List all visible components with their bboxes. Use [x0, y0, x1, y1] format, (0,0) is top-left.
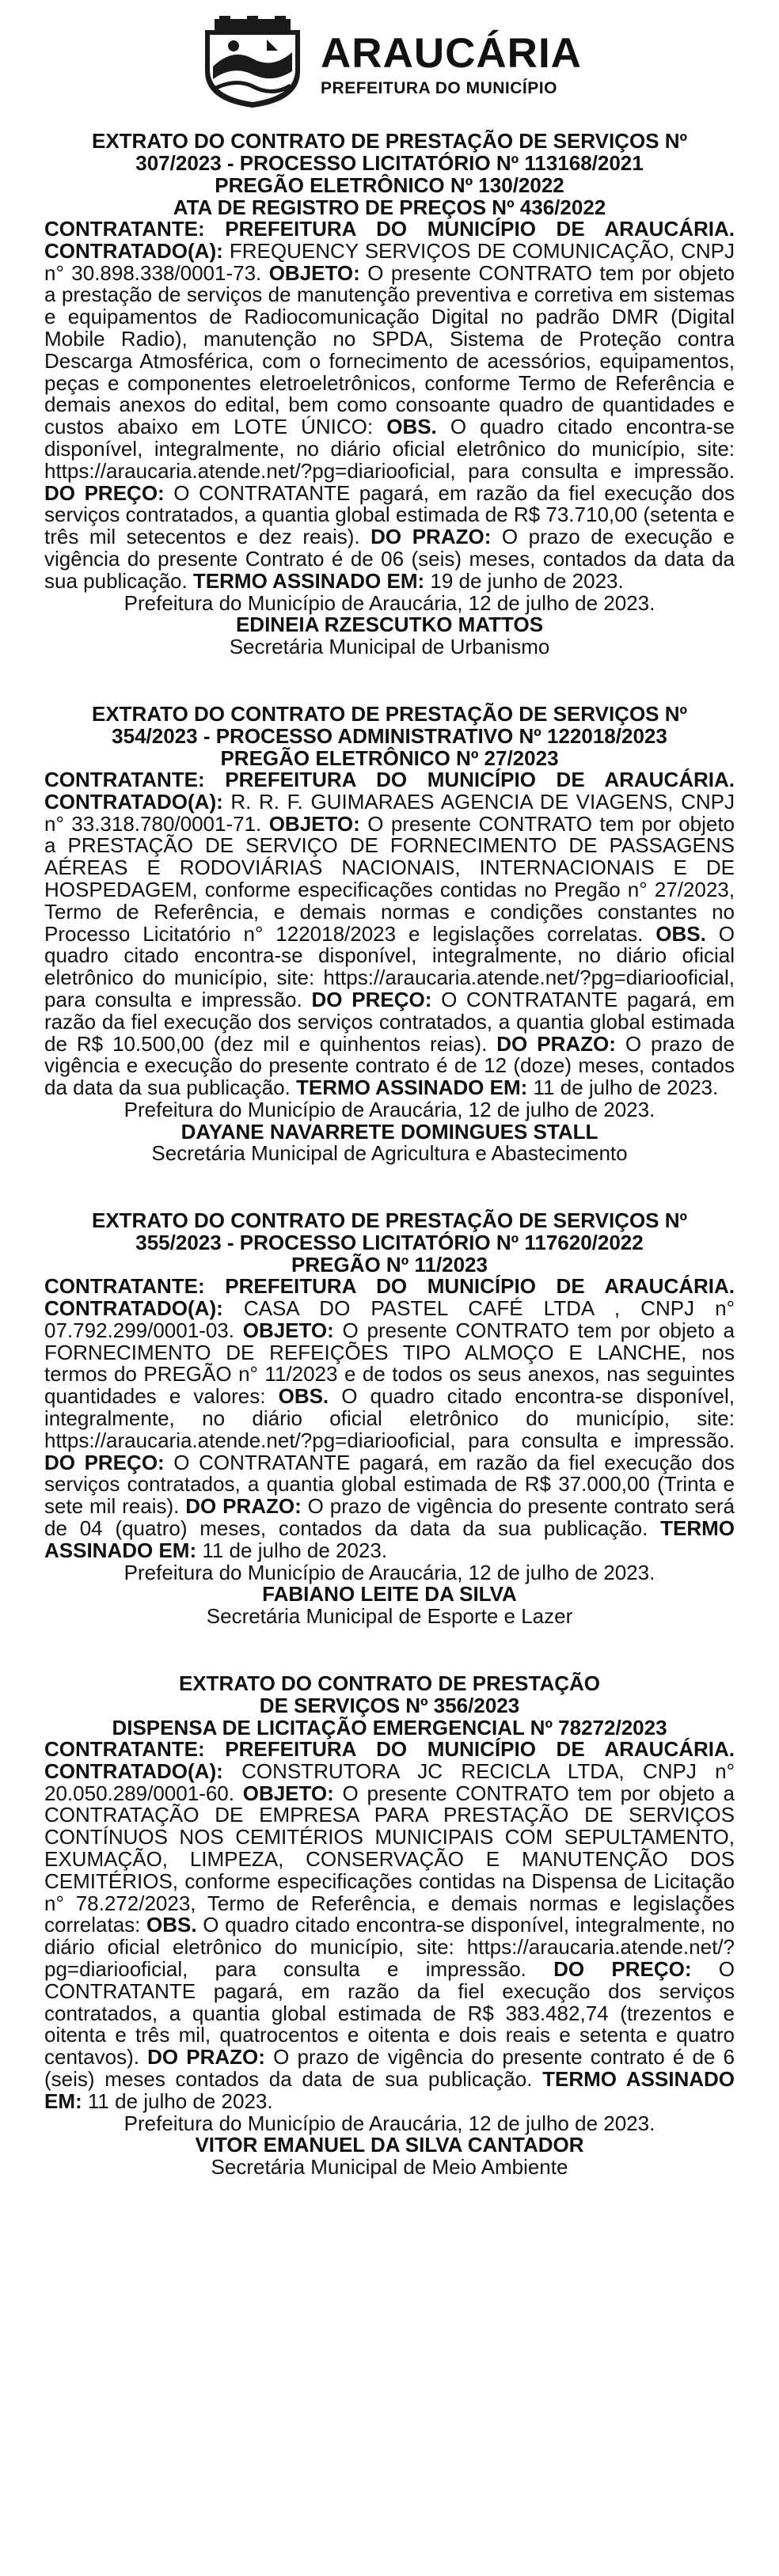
body-text: O presente CONTRATO tem por objeto a prestação de serviços de manutenção preventiva e corretiva em sistemas e equipamentos de Radiocomunicação Digital no padrão DMR (Digital Mobile Radio), manutenção no SPDA, Sistema de Proteção contra Descarga Atmosférica, com o fornecimento de acessórios, equipamentos, peças e componentes eletroeletrônicos, conforme Termo de Referência e demais anexos do edital, bem como consoante quadro de quantidades e custos abaixo em LOTE ÚNICO:	[44, 260, 735, 439]
body-label: TERMO ASSINADO EM:	[192, 568, 431, 593]
extract-title-line: EXTRATO DO CONTRATO DE PRESTAÇÃO DE SERVIÇOS Nº	[91, 129, 688, 153]
extract-title	[44, 1209, 735, 1276]
body-label: CONTRATANTE: PREFEITURA DO MUNICÍPIO DE ARAUCÁRIA. CONTRATADO(A):	[44, 1274, 735, 1321]
body-label: DO PRAZO:	[185, 1494, 308, 1519]
contract-extract-4	[44, 1672, 735, 2179]
body-text: O presente CONTRATO tem por objeto a FORNECIMENTO DE REFEIÇÕES TIPO ALMOÇO E LANCHE, nos termos do PREGÃO n° 11/2023 e de todos os seus anexos, nas seguintes quantidades e valores:	[44, 1318, 735, 1409]
place-date: Prefeitura do Município de Araucária, 12 de julho de 2023.	[124, 590, 656, 615]
body-text: 19 de junho de 2023.	[430, 568, 624, 593]
brand-subtitle: PREFEITURA DO MUNICÍPIO	[321, 78, 557, 97]
body-text: O prazo de execução e vigência do presente Contrato é de 06 (seis) meses, contados da data da sua publicação.	[44, 525, 735, 593]
body-text: O quadro citado encontra-se disponível, integralmente, no diário oficial eletrônico do município, site: https://araucaria.atende.net/?pg=diariooficial, para consulta e impressão.	[44, 415, 735, 483]
body-text: FREQUENCY SERVIÇOS DE COMUNICAÇÃO, CNPJ n° 30.898.338/0001-73.	[44, 238, 735, 285]
place-date: Prefeitura do Município de Araucária, 12 de julho de 2023.	[124, 1097, 656, 1121]
extract-title-line: 307/2023 - PROCESSO LICITATÓRIO Nº 113168/2021	[135, 151, 644, 175]
body-text: O prazo de vigência e execução do presente contrato é de 12 (doze) meses, contados da data da sua publicação.	[44, 1031, 735, 1100]
body-text: O quadro citado encontra-se disponível, integralmente, no diário oficial eletrônico do município, site: https://araucaria.atende.net/?pg=diariooficial, para consulta e impressão.	[44, 1384, 735, 1452]
contract-extract-3	[44, 1209, 735, 1628]
extract-title-line: EXTRATO DO CONTRATO DE PRESTAÇÃO	[178, 1671, 601, 1696]
contract-extract-2	[44, 703, 735, 1165]
body-label: DO PREÇO:	[44, 480, 174, 505]
signer-role: Secretária Municipal de Meio Ambiente	[211, 2155, 568, 2180]
contract-extracts	[44, 130, 735, 2179]
extract-title	[44, 130, 735, 218]
extract-title-line: PREGÃO ELETRÔNICO Nº 27/2023	[220, 745, 559, 770]
body-label: OBS.	[146, 1913, 203, 1937]
body-text: O CONTRATANTE pagará, em razão da fiel execução dos serviços contratados, a quantia global estimada de R$ 37.000,00 (Trinta e sete mil reais).	[44, 1450, 735, 1519]
body-label: CONTRATANTE: PREFEITURA DO MUNICÍPIO DE ARAUCÁRIA. CONTRATADO(A):	[44, 767, 735, 814]
extract-body	[44, 769, 735, 1099]
extract-title-line: EXTRATO DO CONTRATO DE PRESTAÇÃO DE SERVIÇOS Nº	[91, 701, 688, 726]
signer-name: FABIANO LEITE DA SILVA	[262, 1582, 517, 1607]
body-label: DO PRAZO:	[496, 1031, 625, 1056]
brand-name: ARAUCÁRIA	[321, 29, 582, 77]
extract-body	[44, 1739, 735, 2113]
body-label: DO PREÇO:	[553, 1957, 719, 1981]
place-date: Prefeitura do Município de Araucária, 12 de julho de 2023.	[124, 1560, 656, 1584]
body-text: O quadro citado encontra-se disponível, integralmente, no diário oficial eletrônico do município, site: https://araucaria.atende.net/?pg=diariooficial, para consulta e impressão.	[44, 921, 735, 1011]
extract-title-line: PREGÃO Nº 11/2023	[291, 1253, 488, 1277]
signer-name: DAYANE NAVARRETE DOMINGUES STALL	[180, 1119, 598, 1144]
section-spacer	[44, 658, 735, 689]
extract-title-line: PREGÃO ELETRÔNICO Nº 130/2022	[215, 173, 564, 197]
extract-title	[44, 703, 735, 769]
body-label: TERMO ASSINADO EM:	[296, 1076, 534, 1100]
body-label: OBS.	[278, 1384, 342, 1409]
signer-role: Secretária Municipal de Urbanismo	[229, 635, 550, 659]
body-text: O CONTRATANTE pagará, em razão da fiel execução dos serviços contratados, a quantia global estimada de R$ 383.482,74 (trezentos e oitenta e três mil, quatrocentos e oitenta e dois reais e setenta e quatro centavos).	[44, 1957, 735, 2070]
extract-title	[44, 1672, 735, 1739]
body-text: O CONTRATANTE pagará, em razão da fiel execução dos serviços contratados, a quantia global estimada de R$ 73.710,00 (setenta e três mil setecentos e dez reais).	[44, 480, 735, 549]
body-label: DO PREÇO:	[311, 987, 442, 1011]
body-text: CASA DO PASTEL CAFÉ LTDA , CNPJ n° 07.792.299/0001-03.	[44, 1296, 735, 1342]
body-text: O presente CONTRATO tem por objeto a CONTRATAÇÃO DE EMPRESA PARA PRESTAÇÃO DE SERVIÇOS CONTÍNUOS NOS CEMITÉRIOS MUNICIPAIS COM SEPULTAMENTO, EXUMAÇÃO, LIMPEZA, CONSERVAÇÃO E MANUTENÇÃO DOS CEMITÉRIOS, conforme especificações contidas na Dispensa de Licitação n° 78.272/2023, Termo de Referência, e demais normas e legislações correlatas:	[44, 1781, 735, 1937]
body-text: 11 de julho de 2023.	[533, 1076, 719, 1100]
extract-title-line: DISPENSA DE LICITAÇÃO EMERGENCIAL Nº 78272/2023	[112, 1716, 667, 1740]
body-text: O presente CONTRATO tem por objeto a PRESTAÇÃO DE SERVIÇO DE FORNECIMENTO DE PASSAGENS AÉREAS E RODOVIÁRIAS NACIONAIS, INTERNACIONAIS E DE HOSPEDAGEM, conforme especificações contidas no Pregão n° 27/2023, Termo de Referência, e demais normas e condições constantes no Processo Licitatório n° 122018/2023 e legislações correlatas.	[44, 811, 735, 946]
body-label: TERMO ASSINADO EM:	[44, 2066, 735, 2113]
extract-title-line: 354/2023 - PROCESSO ADMINISTRATIVO Nº 122018/2023	[112, 723, 667, 748]
body-label: OBJETO:	[268, 260, 368, 285]
signer-role: Secretária Municipal de Agricultura e Abastecimento	[151, 1141, 628, 1166]
section-spacer	[44, 1165, 735, 1195]
extract-title-line: EXTRATO DO CONTRATO DE PRESTAÇÃO DE SERVIÇOS Nº	[91, 1208, 688, 1233]
brand	[321, 29, 582, 97]
body-label: OBS.	[656, 921, 719, 946]
signer-name: VITOR EMANUEL DA SILVA CANTADOR	[195, 2133, 584, 2157]
body-label: OBJETO:	[242, 1318, 343, 1342]
body-text: CONSTRUTORA JC RECICLA LTDA, CNPJ n° 20.050.289/0001-60.	[44, 1758, 735, 1805]
body-text: O prazo de vigência do presente contrato é de 6 (seis) meses contados da data de sua publicação.	[44, 2045, 735, 2091]
body-text: 11 de julho de 2023.	[87, 2088, 273, 2113]
extract-body	[44, 1276, 735, 1561]
municipal-crest-icon	[197, 16, 308, 111]
signer-role: Secretária Municipal de Esporte e Lazer	[206, 1604, 573, 1629]
body-label: DO PREÇO:	[44, 1450, 174, 1474]
body-label: OBJETO:	[242, 1781, 343, 1805]
body-label: CONTRATANTE: PREFEITURA DO MUNICÍPIO DE ARAUCÁRIA. CONTRATADO(A):	[44, 1737, 735, 1783]
body-text: 11 de julho de 2023.	[202, 1538, 388, 1562]
extract-title-line: 355/2023 - PROCESSO LICITATÓRIO Nº 117620/2022	[135, 1231, 644, 1255]
body-label: DO PRAZO:	[370, 525, 502, 549]
signer-name: EDINEIA RZESCUTKO MATTOS	[235, 613, 544, 637]
page	[44, 0, 735, 2179]
section-spacer	[44, 1628, 735, 1658]
body-label: OBJETO:	[268, 811, 368, 836]
header	[44, 8, 735, 119]
place-date: Prefeitura do Município de Araucária, 12 de julho de 2023.	[124, 2111, 656, 2135]
body-label: TERMO ASSINADO EM:	[44, 1516, 735, 1562]
body-label: CONTRATANTE: PREFEITURA DO MUNICÍPIO DE ARAUCÁRIA. CONTRATADO(A):	[44, 217, 735, 263]
body-text: O CONTRATANTE pagará, em razão da fiel execução dos serviços contratados, a quantia global estimada de R$ 10.500,00 (dez mil e quinhentos reias).	[44, 987, 735, 1056]
contract-extract-1	[44, 130, 735, 658]
body-text: O prazo de vigência do presente contrato será de 04 (quatro) meses, contados da data da sua publicação.	[44, 1494, 735, 1541]
body-text: R. R. F. GUIMARAES AGENCIA DE VIAGENS, CNPJ n° 33.318.780/0001-71.	[44, 789, 735, 836]
body-text: O quadro citado encontra-se disponível, integralmente, no diário oficial eletrônico do município, site: https://araucaria.atende.net/?pg=diariooficial, para consulta e impressão.	[44, 1913, 735, 1981]
body-label: OBS.	[386, 415, 450, 439]
extract-title-line: ATA DE REGISTRO DE PREÇOS Nº 436/2022	[173, 195, 606, 219]
extract-body	[44, 218, 735, 593]
extract-title-line: DE SERVIÇOS Nº 356/2023	[259, 1694, 520, 1718]
body-label: DO PRAZO:	[147, 2045, 274, 2070]
